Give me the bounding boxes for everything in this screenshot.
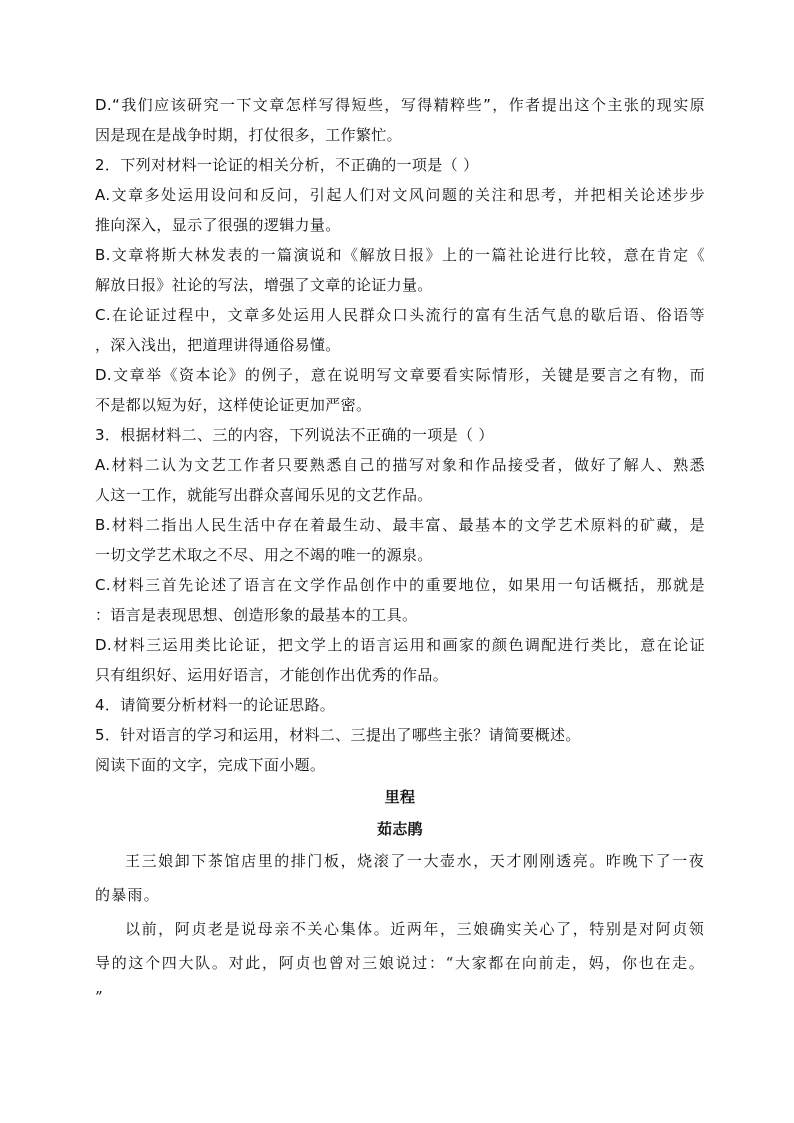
question-block bbox=[95, 150, 705, 180]
text-line: C.材料三首先论述了语言在文学作品创作中的重要地位，如果用一句话概括，那就是 bbox=[95, 576, 705, 594]
question-block bbox=[95, 450, 705, 510]
question-block bbox=[95, 240, 705, 300]
question-block bbox=[95, 300, 705, 360]
question-block bbox=[95, 180, 705, 240]
question-block bbox=[95, 90, 705, 150]
text-line: 解放日报》社论的写法，增强了文章的论证力量。 bbox=[95, 276, 433, 294]
question-block bbox=[95, 360, 705, 420]
story-line: ” bbox=[95, 988, 104, 1006]
story-paragraph bbox=[95, 844, 705, 912]
story-title: 里程 bbox=[384, 788, 416, 806]
text-line: 推向深入，显示了很强的逻辑力量。 bbox=[95, 216, 341, 234]
text-line: 因是现在是战争时期，打仗很多，工作繁忙。 bbox=[95, 126, 403, 144]
question-block bbox=[95, 720, 705, 750]
text-line: 3．根据材料二、三的内容，下列说法不正确的一项是（ ） bbox=[95, 426, 494, 444]
text-line: 2．下列对材料一论证的相关分析，不正确的一项是（ ） bbox=[95, 156, 479, 174]
text-line: 4．请简要分析材料一的论证思路。 bbox=[95, 696, 336, 714]
text-line: 阅读下面的文字，完成下面小题。 bbox=[95, 756, 326, 774]
question-block bbox=[95, 510, 705, 570]
story-line: 导的这个四大队。对此，阿贞也曾对三娘说过：“大家都在向前走，妈，你也在走。 bbox=[95, 954, 705, 972]
text-line: ，深入浅出，把道理讲得通俗易懂。 bbox=[95, 336, 341, 354]
question-block bbox=[95, 570, 705, 630]
story-line: 的暴雨。 bbox=[95, 886, 160, 904]
story-line: 王三娘卸下茶馆店里的排门板，烧滚了一大壶水，天才刚刚透亮。昨晚下了一夜 bbox=[125, 852, 705, 870]
text-line: B.文章将斯大林发表的一篇演说和《解放日报》上的一篇社论进行比较，意在肯定《 bbox=[95, 246, 705, 264]
text-line: A.材料二认为文艺工作者只要熟悉自己的描写对象和作品接受者，做好了解人、熟悉 bbox=[95, 456, 705, 474]
text-line: A.文章多处运用设问和反问，引起人们对文风问题的关注和思考，并把相关论述步步 bbox=[95, 186, 705, 204]
story-paragraph bbox=[95, 912, 705, 1014]
text-line: 不是都以短为好，这样使论证更加严密。 bbox=[95, 396, 372, 414]
text-line: B.材料二指出人民生活中存在着最生动、最丰富、最基本的文学艺术原料的矿藏，是 bbox=[95, 516, 705, 534]
text-line: 人这一工作，就能写出群众喜闻乐见的文艺作品。 bbox=[95, 486, 433, 504]
text-line: ：语言是表现思想、创造形象的最基本的工具。 bbox=[95, 606, 418, 624]
story-author: 茹志鹃 bbox=[376, 820, 424, 838]
text-line: 5．针对语言的学习和运用，材料二、三提出了哪些主张？请简要概述。 bbox=[95, 726, 581, 744]
question-block bbox=[95, 690, 705, 720]
text-line: 一切文学艺术取之不尽、用之不竭的唯一的源泉。 bbox=[95, 546, 433, 564]
text-line: C.在论证过程中，文章多处运用人民群众口头流行的富有生活气息的歇后语、俗语等 bbox=[95, 306, 705, 324]
text-line: D.“我们应该研究一下文章怎样写得短些，写得精粹些”，作者提出这个主张的现实原 bbox=[95, 96, 705, 114]
question-block bbox=[95, 420, 705, 450]
text-line: D.材料三运用类比论证，把文学上的语言运用和画家的颜色调配进行类比，意在论证 bbox=[95, 636, 705, 654]
text-line: D.文章举《资本论》的例子，意在说明写文章要看实际情形，关键是要言之有物，而 bbox=[95, 366, 705, 384]
story-line: 以前，阿贞老是说母亲不关心集体。近两年，三娘确实关心了，特别是对阿贞领 bbox=[125, 920, 705, 938]
question-block bbox=[95, 750, 705, 780]
question-block bbox=[95, 630, 705, 690]
text-line: 只有组织好、运用好语言，才能创作出优秀的作品。 bbox=[95, 666, 449, 684]
document-content bbox=[95, 90, 705, 1014]
